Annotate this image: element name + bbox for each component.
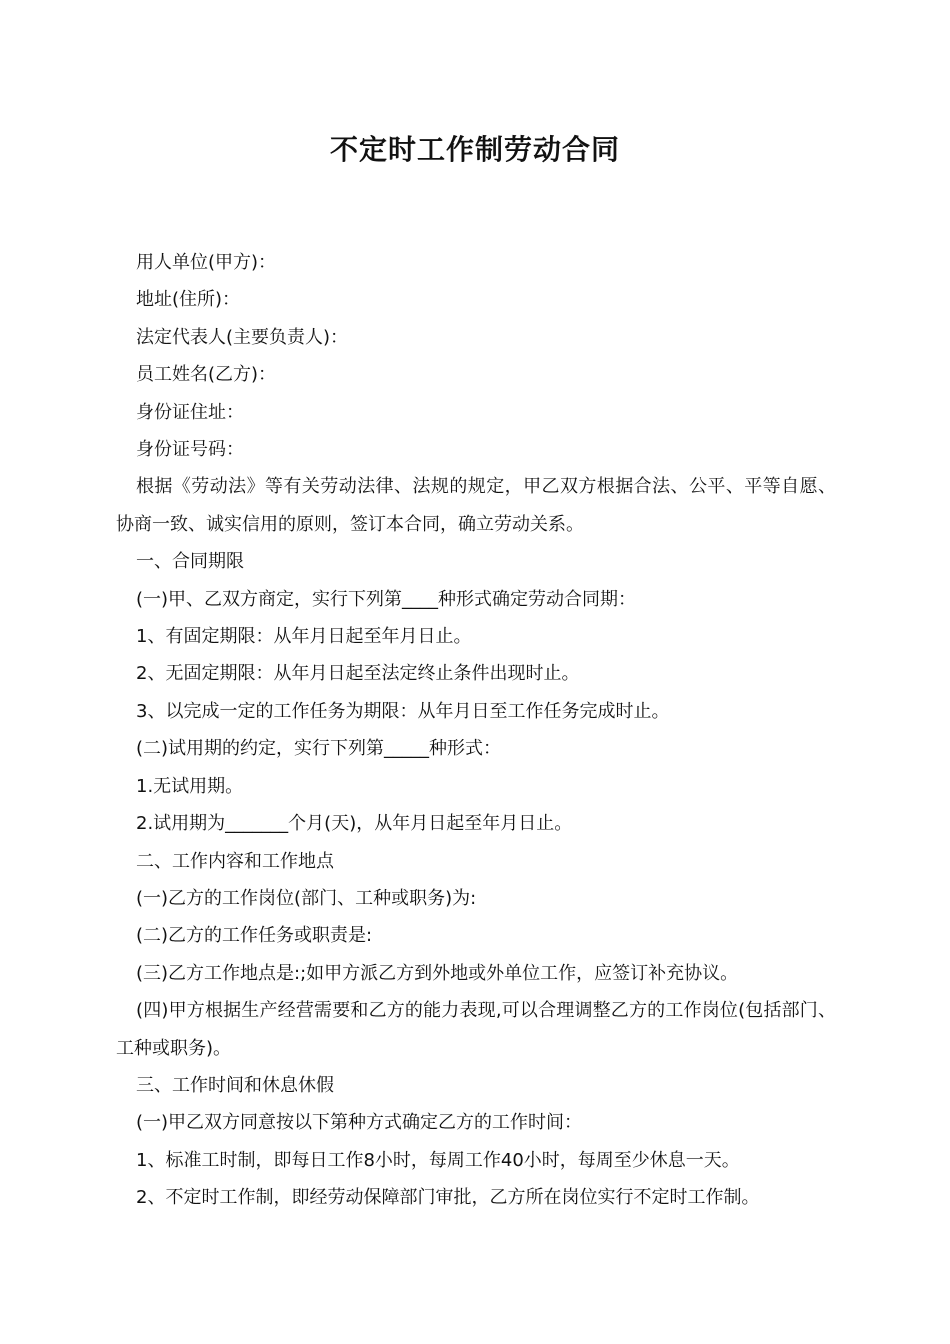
section-heading-work-content: 二、工作内容和工作地点 <box>136 850 334 872</box>
clause-paragraph: (一)甲、乙双方商定，实行下列第____种形式确定劳动合同期： <box>136 588 637 610</box>
section-heading-working-hours: 三、工作时间和休息休假 <box>136 1074 334 1096</box>
clause-paragraph: 1、标准工时制，即每日工作8小时，每周工作40小时，每周至少休息一天。 <box>136 1149 740 1171</box>
clause-paragraph: (四)甲方根据生产经营需要和乙方的能力表现,可以合理调整乙方的工作岗位(包括部门、工种或职务)。 <box>116 1000 836 1059</box>
clause-paragraph: 1.无试用期。 <box>136 775 244 797</box>
preamble-paragraph: 根据《劳动法》等有关劳动法律、法规的规定，甲乙双方根据合法、公平、平等自愿、协商一致、诚实信用的原则，签订本合同，确立劳动关系。 <box>116 476 836 535</box>
document-title: 不定时工作制劳动合同 <box>329 133 620 166</box>
section-heading-contract-term: 一、合同期限 <box>136 551 244 573</box>
party-a-line: 用人单位(甲方)： <box>136 252 277 273</box>
clause-paragraph: 2、不定时工作制，即经劳动保障部门审批，乙方所在岗位实行不定时工作制。 <box>136 1187 760 1209</box>
employee-name-line: 员工姓名(乙方)： <box>136 364 277 386</box>
document-body <box>116 244 836 1217</box>
clause-paragraph: (二)乙方的工作任务或职责是: <box>136 925 373 947</box>
id-address-line: 身份证住址： <box>136 401 244 423</box>
clause-paragraph: 1、有固定期限：从年月日起至年月日止。 <box>136 626 472 648</box>
clause-paragraph: (二)试用期的约定，实行下列第_____种形式： <box>136 738 502 760</box>
legal-representative-line: 法定代表人(主要负责人)： <box>136 326 349 348</box>
address-line: 地址(住所)： <box>136 289 241 311</box>
id-number-line: 身份证号码： <box>136 439 244 461</box>
clause-paragraph: 2.试用期为_______个月(天)，从年月日起至年月日止。 <box>136 813 573 835</box>
clause-paragraph: 3、以完成一定的工作任务为期限：从年月日至工作任务完成时止。 <box>136 700 670 722</box>
clause-paragraph: (一)乙方的工作岗位(部门、工种或职务)为: <box>136 887 477 909</box>
clause-paragraph: (一)甲乙双方同意按以下第种方式确定乙方的工作时间： <box>136 1112 583 1134</box>
clause-paragraph: 2、无固定期限：从年月日起至法定终止条件出现时止。 <box>136 663 580 685</box>
clause-paragraph: (三)乙方工作地点是:;如甲方派乙方到外地或外单位工作，应签订补充协议。 <box>136 962 739 984</box>
